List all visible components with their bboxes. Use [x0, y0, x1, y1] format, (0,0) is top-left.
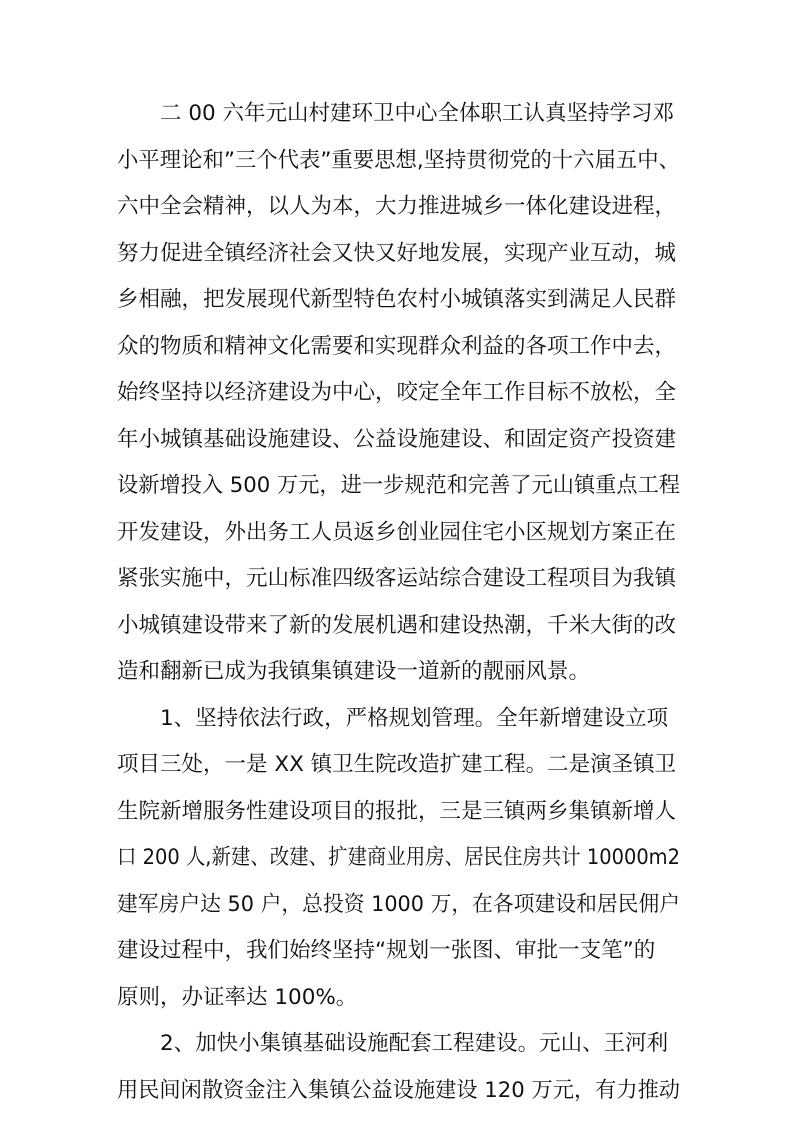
paragraph-line — [0, 885, 794, 925]
paragraph-line — [0, 1071, 794, 1111]
text-line: 建设过程中，我们始终坚持“规划一张图、审批一支笔”的 — [117, 938, 656, 963]
text-line: 生院新增服务性建设项目的报批，三是三镇两乡集镇新增人 — [117, 799, 677, 824]
text-line: 二 00 六年元山村建环卫中心全体职工认真坚持学习邓 — [160, 101, 675, 126]
paragraph-line — [0, 978, 794, 1018]
paragraph-line — [0, 420, 794, 460]
paragraph-line — [0, 1024, 794, 1064]
paragraph-line — [0, 792, 794, 832]
text-line: 2、加快小集镇基础设施配套工程建设。元山、王河利 — [160, 1031, 669, 1056]
text-line: 年小城镇基础设施建设、公益设施建设、和固定资产投资建 — [117, 427, 677, 452]
text-line: 众的物质和精神文化需要和实现群众利益的各项工作中去， — [117, 334, 677, 359]
text-line: 造和翻新已成为我镇集镇建设一道新的靓丽风景。 — [117, 659, 591, 684]
paragraph-line — [0, 513, 794, 553]
paragraph-line — [0, 327, 794, 367]
text-line: 开发建设，外出务工人员返乡创业园住宅小区规划方案正在 — [117, 520, 677, 545]
paragraph-line — [0, 234, 794, 274]
paragraph-line — [0, 606, 794, 646]
text-line: 小平理论和”三个代表”重要思想,坚持贯彻党的十六届五中、 — [117, 148, 680, 173]
paragraph-line — [0, 838, 794, 878]
paragraph-line — [0, 280, 794, 320]
text-line: 1、坚持依法行政，严格规划管理。全年新增建设立项 — [160, 706, 669, 731]
text-line: 原则，办证率达 100%。 — [117, 985, 358, 1010]
paragraph-line — [0, 931, 794, 971]
text-line: 口 200 人,新建、改建、扩建商业用房、居民住房共计 10000m2 — [117, 845, 680, 870]
text-line: 努力促进全镇经济社会又快又好地发展，实现产业互动，城 — [117, 241, 677, 266]
text-line: 始终坚持以经济建设为中心，咬定全年工作目标不放松，全 — [117, 380, 677, 405]
text-line: 乡相融，把发展现代新型特色农村小城镇落实到满足人民群 — [117, 287, 677, 312]
paragraph-line — [0, 652, 794, 692]
paragraph-line — [0, 141, 794, 181]
paragraph-line — [0, 466, 794, 506]
text-line: 小城镇建设带来了新的发展机遇和建设热潮，千米大街的改 — [117, 613, 677, 638]
text-line: 用民间闲散资金注入集镇公益设施建设 120 万元，有力推动 — [117, 1078, 681, 1103]
text-line: 设新增投入 500 万元，进一步规范和完善了元山镇重点工程 — [117, 473, 681, 498]
text-line: 紧张实施中，元山标准四级客运站综合建设工程项目为我镇 — [117, 566, 677, 591]
paragraph-line — [0, 373, 794, 413]
paragraph-line — [0, 699, 794, 739]
paragraph-line — [0, 559, 794, 599]
paragraph-line — [0, 94, 794, 134]
text-line: 六中全会精神，以人为本，大力推进城乡一体化建设进程， — [117, 194, 677, 219]
text-line: 项目三处，一是 XX 镇卫生院改造扩建工程。二是演圣镇卫 — [117, 752, 677, 777]
text-line: 建军房户达 50 户，总投资 1000 万，在各项建设和居民佣户 — [117, 892, 681, 917]
paragraph-line — [0, 745, 794, 785]
paragraph-line — [0, 187, 794, 227]
